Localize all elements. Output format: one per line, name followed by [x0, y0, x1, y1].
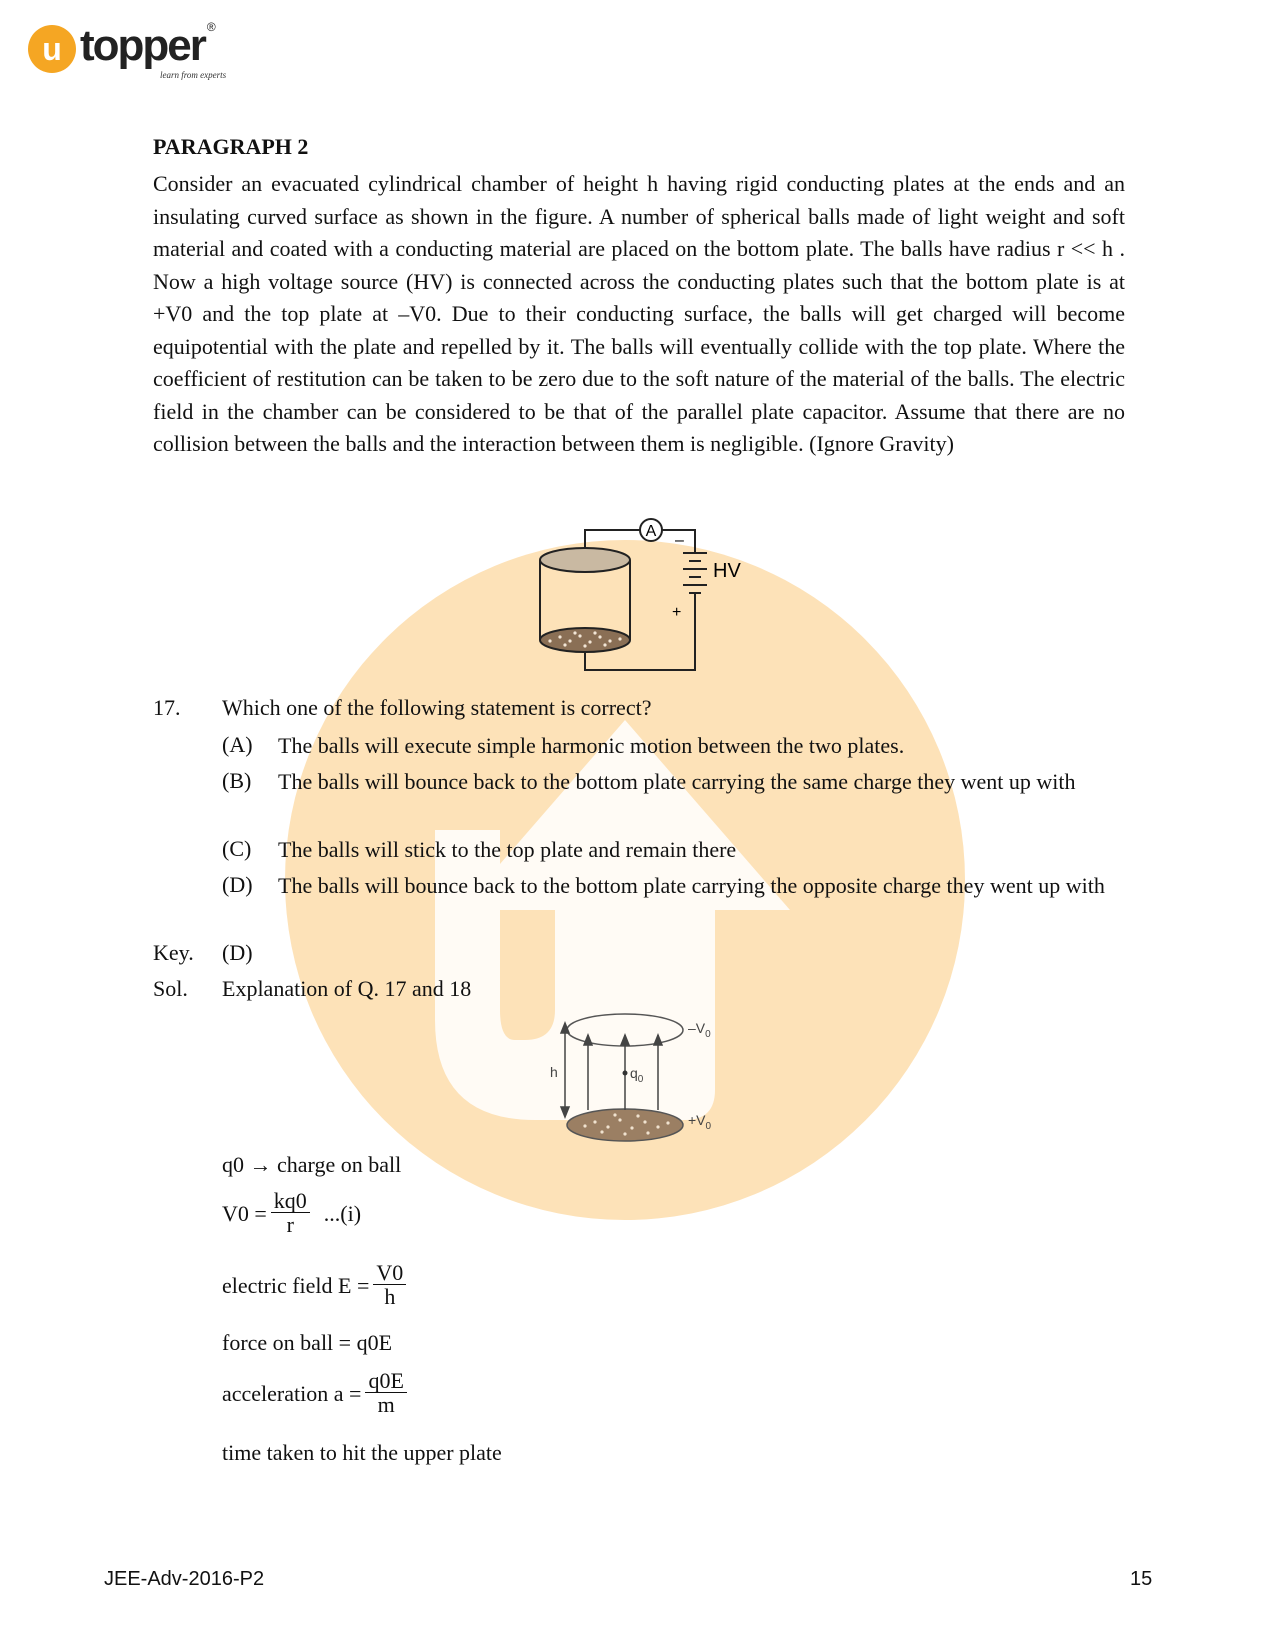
time-statement: time taken to hit the upper plate: [222, 1440, 502, 1465]
v0-tag: ...(i): [323, 1200, 362, 1226]
accel-numerator: q0E: [365, 1370, 406, 1393]
field-fraction: [373, 1262, 406, 1309]
page-number: 15: [1130, 1568, 1153, 1590]
plates-balls-figure: [530, 1005, 750, 1150]
v0-fraction: [271, 1190, 310, 1237]
minus-label: –: [675, 532, 684, 549]
logo-wordmark: topper: [80, 21, 205, 70]
key-label: Key.: [153, 940, 194, 965]
field-lhs: electric field E =: [222, 1272, 370, 1298]
bottom-potential-label: $+V_0$: [688, 1112, 712, 1132]
charge-label: $q_0$: [630, 1065, 644, 1085]
exam-code: JEE-Adv-2016-P2: [104, 1568, 265, 1590]
v0-lhs: V0 =: [222, 1200, 267, 1226]
hv-battery-icon: [683, 550, 707, 600]
option-a-letter: (A): [222, 732, 253, 757]
option-a-text: The balls will execute simple harmonic motion between the two plates.: [278, 733, 905, 758]
height-label: h: [550, 1064, 558, 1080]
section-heading: PARAGRAPH 2: [153, 134, 309, 159]
field-equation: [222, 1262, 410, 1309]
question-number: 17.: [153, 695, 181, 720]
cylinder-chamber: [540, 548, 630, 652]
question-text: Which one of the following statement is correct?: [222, 695, 652, 720]
ball-icon: [623, 1071, 628, 1076]
field-arrows: [561, 1023, 662, 1117]
v0-numerator: kq0: [271, 1190, 310, 1213]
field-denominator: h: [384, 1284, 396, 1309]
acceleration-equation: [222, 1370, 411, 1417]
option-d-text: The balls will bounce back to the bottom plate carrying the opposite charge they went up with: [278, 873, 1105, 898]
paragraph-text: Consider an evacuated cylindrical chamber of height h having rigid conducting plates at the ends and an insulating curved surface as shown in the figure. A number of spherical balls made of light weight and soft material and coated with a conducting material are placed on the bottom plate. The balls have radius r << h . Now a high voltage source (HV) is connected across the conducting plates such that the bottom plate is at +V0 and the top plate at –V0. Due to their conducting surface, the balls will get charged will become equipotential with the plate and repelled by it. The balls will eventually collide with the top plate. Where the coefficient of restitution can be taken to be zero due to the soft nature of the material of the balls. The electric field in the chamber can be considered to be that of the parallel plate capacitor. Assume that there are no collision between the balls and the interaction between them is negligible. (Ignore Gravity): [153, 171, 1125, 456]
accel-fraction: [365, 1370, 406, 1417]
brand-logo: [28, 20, 216, 74]
q0-definition: q0 → charge on ball: [222, 1152, 402, 1177]
hv-label: HV: [713, 560, 741, 582]
field-numerator: V0: [373, 1262, 406, 1285]
option-b-letter: (B): [222, 768, 252, 793]
registered-mark: ®: [206, 20, 216, 34]
v0-denominator: r: [286, 1212, 294, 1237]
option-b-text: The balls will bounce back to the bottom plate carrying the same charge they went up with: [278, 769, 1076, 794]
ammeter-label: A: [645, 523, 657, 540]
problem-paragraph: [153, 168, 1125, 461]
v0-equation: [222, 1190, 361, 1237]
top-potential-label: $-V_0$: [688, 1020, 711, 1040]
plus-label: +: [672, 604, 682, 621]
force-equation: force on ball = q0E: [222, 1330, 393, 1355]
option-c-text: The balls will stick to the top plate and remain there: [278, 837, 737, 862]
accel-lhs: acceleration a =: [222, 1380, 362, 1406]
solution-text: Explanation of Q. 17 and 18: [222, 976, 472, 1001]
option-d-letter: (D): [222, 872, 253, 897]
solution-label: Sol.: [153, 976, 188, 1001]
option-c-letter: (C): [222, 836, 252, 861]
logo-tagline: learn from experts: [160, 70, 227, 80]
key-value: (D): [222, 940, 253, 965]
logo-badge: u: [28, 25, 76, 73]
chamber-circuit-figure: [520, 505, 750, 685]
accel-denominator: m: [377, 1392, 395, 1417]
